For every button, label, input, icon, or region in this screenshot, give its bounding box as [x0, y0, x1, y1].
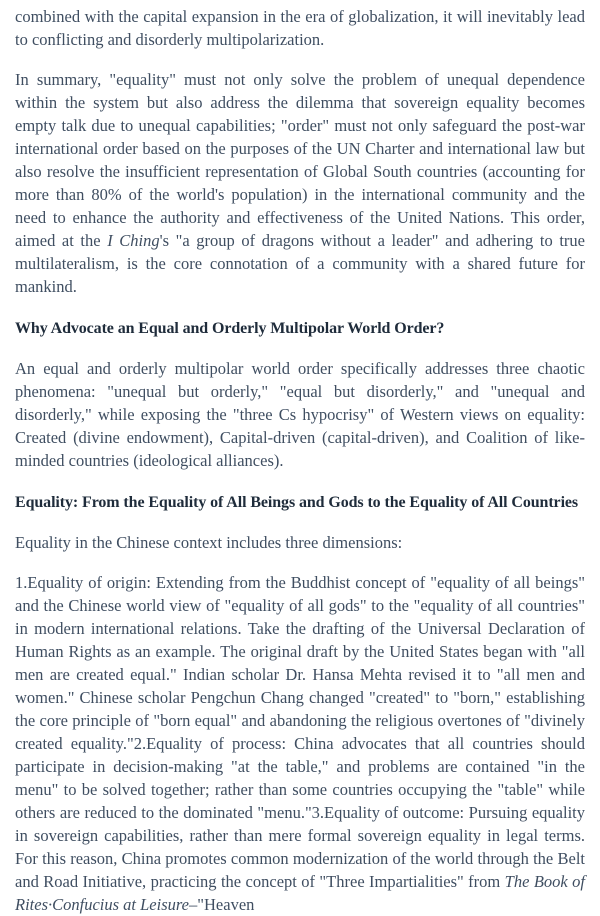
paragraph-text: 's "a group of dragons without a leader" and adhering to true multilateralism, is the core connotation of a community with a shared future for mankind. [15, 231, 585, 296]
paragraph-three-dimensions-lead: Equality in the Chinese context includes three dimensions: [15, 533, 403, 552]
paragraph-three-phenomena: An equal and orderly multipolar world order specifically addresses three chaotic phenomena: "unequal but orderly," "equal but disorderly," and "unequal and disorderly," while exposing the "three Cs hypocrisy" of Western views on equality: Created (divine endowment), Capital-driven (capital-driven), and Coalition of like-minded countries (ideological alliances). [15, 359, 585, 470]
paragraph-text: 1.Equality of origin: Extending from the Buddhist concept of "equality of all beings" and the Chinese world view of "equality of all gods" to the "equality of all countries" in modern international relations. Take the drafting of the Universal Declaration of Human Rights as an example. The original draft by the United States began with "all men are created equal." Indian scholar Dr. Hansa Mehta revised it to "all men and women." Chinese scholar Pengchun Chang changed "created" to "born," establishing the core principle of "born equal" and abandoning the religious overtones of "divinely created equality."2.Equality of process: China advocates that all countries should participate in decision-making "at the table," and problems are contained "in the menu" to be solved together; rather than some countries occupying the "table" while others are reduced to the dominated "menu."3.Equality of outcome: Pursuing equality in sovereign capabilities, rather than mere formal sovereign equality in legal terms. For this reason, China promotes common modernization of the world through the Belt and Road Initiative, practicing the concept of "Three Impartialities" from [15, 573, 585, 891]
paragraph-three-dimensions [15, 571, 585, 916]
paragraph-summary [15, 68, 585, 298]
book-title-book-of-rites: The Book of Rites·Confucius at Leisure [15, 872, 585, 914]
paragraph-text: –"Heaven [189, 895, 255, 914]
section-heading-equality: Equality: From the Equality of All Beings and Gods to the Equality of All Countries [15, 494, 579, 511]
paragraph-intro-fragment: combined with the capital expansion in the era of globalization, it will inevitably lead to conflicting and disorderly multipolarization. [15, 7, 585, 49]
section-heading-why-advocate: Why Advocate an Equal and Orderly Multipolar World Order? [15, 320, 445, 337]
paragraph-text: In summary, "equality" must not only solve the problem of unequal dependence within the system but also address the dilemma that sovereign equality becomes empty talk due to unequal capabilities; "order" must not only safeguard the post-war international order based on the purposes of the UN Charter and international law but also resolve the insufficient representation of Global South countries (accounting for more than 80% of the world's population) in the international community and the need to enhance the authority and effectiveness of the United Nations. This order, aimed at the [15, 70, 585, 250]
book-title-i-ching: I Ching [107, 231, 160, 250]
